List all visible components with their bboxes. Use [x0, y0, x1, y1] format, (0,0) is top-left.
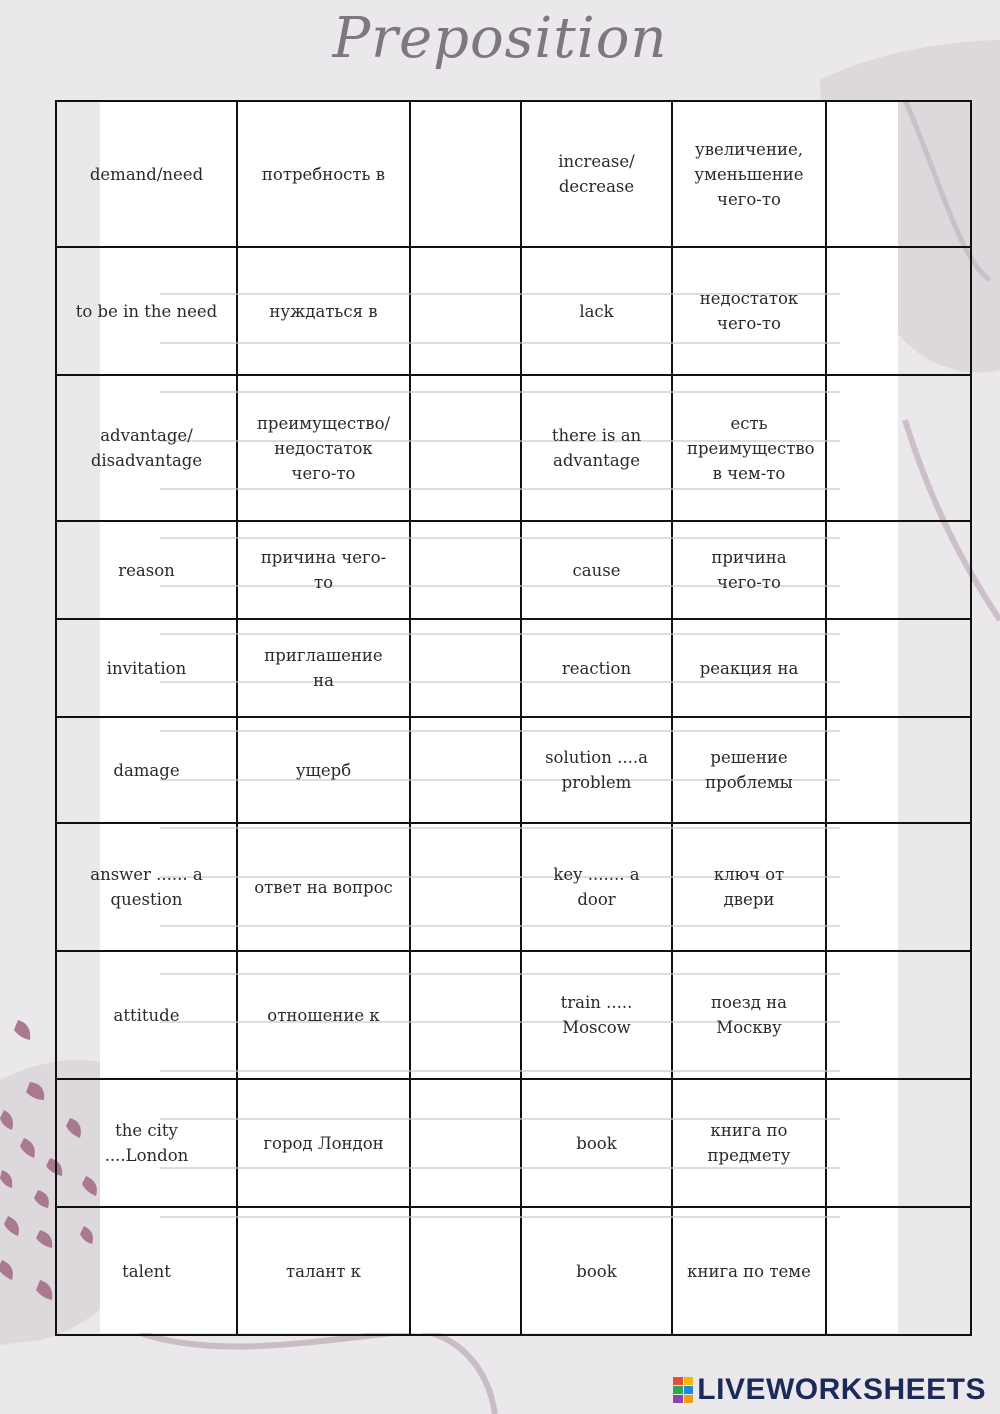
cell-text: answer ...... a question — [90, 865, 203, 909]
right-translation-cell — [672, 951, 826, 1079]
right-translation-cell — [672, 823, 826, 951]
table-row — [56, 951, 971, 1079]
cell-text: решение проблемы — [705, 748, 793, 792]
cell-text: есть преимущество в чем-то — [687, 413, 815, 483]
cell-text: talent — [122, 1261, 171, 1281]
right-term-cell — [521, 521, 672, 619]
right-answer-blank[interactable] — [826, 1079, 971, 1207]
cell-text: attitude — [113, 1005, 180, 1025]
cell-text: талант к — [286, 1261, 361, 1281]
left-term-cell — [56, 823, 237, 951]
cell-text: поезд на Москву — [711, 993, 787, 1037]
left-translation-cell — [237, 951, 410, 1079]
cell-text: reason — [118, 560, 175, 580]
cell-text: advantage/ disadvantage — [90, 426, 203, 470]
brand-text: LIVEWORKSHEETS — [697, 1373, 986, 1406]
cell-text: demand/need — [89, 164, 204, 184]
left-translation-cell — [237, 247, 410, 375]
cell-text: increase/ decrease — [558, 152, 635, 196]
right-translation-cell — [672, 1207, 826, 1335]
table-row — [56, 247, 971, 375]
right-answer-blank[interactable] — [826, 717, 971, 823]
cell-text: to be in the need — [75, 301, 218, 321]
right-answer-blank[interactable] — [826, 375, 971, 521]
cell-text: книга по теме — [687, 1261, 811, 1281]
cell-text: ключ от двери — [713, 865, 785, 909]
cell-text: ответ на вопрос — [254, 877, 393, 897]
left-translation-cell — [237, 101, 410, 247]
right-translation-cell — [672, 1079, 826, 1207]
right-term-cell — [521, 717, 672, 823]
right-answer-blank[interactable] — [826, 823, 971, 951]
left-term-cell — [56, 521, 237, 619]
table-row — [56, 717, 971, 823]
right-translation-cell — [672, 375, 826, 521]
cell-text: ущерб — [295, 760, 352, 780]
right-answer-blank[interactable] — [826, 101, 971, 247]
left-answer-blank[interactable] — [410, 619, 521, 717]
left-answer-blank[interactable] — [410, 521, 521, 619]
cell-text: lack — [579, 301, 614, 321]
left-translation-cell — [237, 375, 410, 521]
cell-text: город Лондон — [263, 1133, 384, 1153]
table-row — [56, 1207, 971, 1335]
cell-text: there is an advantage — [551, 426, 642, 470]
cell-text: преимущество/ недостаток чего-то — [256, 413, 391, 483]
right-term-cell — [521, 247, 672, 375]
left-term-cell — [56, 717, 237, 823]
right-answer-blank[interactable] — [826, 247, 971, 375]
right-term-cell — [521, 823, 672, 951]
cell-text: reaction — [561, 658, 632, 678]
table-row — [56, 101, 971, 247]
left-answer-blank[interactable] — [410, 717, 521, 823]
cell-text: потребность в — [261, 164, 386, 184]
cell-text: solution ....a problem — [545, 748, 648, 792]
preposition-table — [55, 100, 972, 1336]
left-term-cell — [56, 1079, 237, 1207]
left-term-cell — [56, 1207, 237, 1335]
cell-text: книга по предмету — [707, 1121, 791, 1165]
right-term-cell — [521, 951, 672, 1079]
table-row — [56, 1079, 971, 1207]
cell-text: недостаток чего-то — [699, 289, 799, 333]
left-term-cell — [56, 101, 237, 247]
table-row — [56, 375, 971, 521]
cell-text: реакция на — [699, 658, 799, 678]
left-answer-blank[interactable] — [410, 247, 521, 375]
left-translation-cell — [237, 521, 410, 619]
left-translation-cell — [237, 823, 410, 951]
cell-text: train ..... Moscow — [560, 993, 633, 1037]
left-term-cell — [56, 951, 237, 1079]
right-term-cell — [521, 1207, 672, 1335]
right-term-cell — [521, 101, 672, 247]
brand-logo — [673, 1372, 986, 1408]
cell-text: нуждаться в — [269, 301, 378, 321]
left-answer-blank[interactable] — [410, 1079, 521, 1207]
left-term-cell — [56, 375, 237, 521]
cell-text: invitation — [106, 658, 187, 678]
cell-text: причина чего-то — [260, 548, 387, 592]
cell-text: key ....... a door — [553, 865, 640, 909]
cell-text: увеличение, уменьшение чего-то — [694, 139, 804, 209]
right-answer-blank[interactable] — [826, 951, 971, 1079]
cell-text: book — [576, 1133, 617, 1153]
left-term-cell — [56, 619, 237, 717]
cell-text: cause — [572, 560, 621, 580]
left-answer-blank[interactable] — [410, 375, 521, 521]
cell-text: damage — [113, 760, 180, 780]
right-answer-blank[interactable] — [826, 521, 971, 619]
right-translation-cell — [672, 101, 826, 247]
left-translation-cell — [237, 1207, 410, 1335]
cell-text: причина чего-то — [711, 548, 787, 592]
left-translation-cell — [237, 619, 410, 717]
table-body — [56, 101, 971, 1335]
table-row — [56, 823, 971, 951]
right-translation-cell — [672, 619, 826, 717]
left-translation-cell — [237, 717, 410, 823]
cell-text: book — [576, 1261, 617, 1281]
left-term-cell — [56, 247, 237, 375]
table-row — [56, 521, 971, 619]
cell-text: приглашение на — [264, 646, 383, 690]
page-title: Preposition — [332, 6, 668, 71]
cell-text: the city ....London — [104, 1121, 189, 1165]
right-term-cell — [521, 1079, 672, 1207]
right-translation-cell — [672, 247, 826, 375]
right-translation-cell — [672, 717, 826, 823]
cell-text: отношение к — [267, 1005, 380, 1025]
left-answer-blank[interactable] — [410, 1207, 521, 1335]
right-term-cell — [521, 375, 672, 521]
right-answer-blank[interactable] — [826, 1207, 971, 1335]
right-answer-blank[interactable] — [826, 619, 971, 717]
left-translation-cell — [237, 1079, 410, 1207]
table-row — [56, 619, 971, 717]
left-answer-blank[interactable] — [410, 951, 521, 1079]
right-term-cell — [521, 619, 672, 717]
left-answer-blank[interactable] — [410, 101, 521, 247]
right-translation-cell — [672, 521, 826, 619]
left-answer-blank[interactable] — [410, 823, 521, 951]
liveworksheets-icon — [673, 1377, 693, 1403]
